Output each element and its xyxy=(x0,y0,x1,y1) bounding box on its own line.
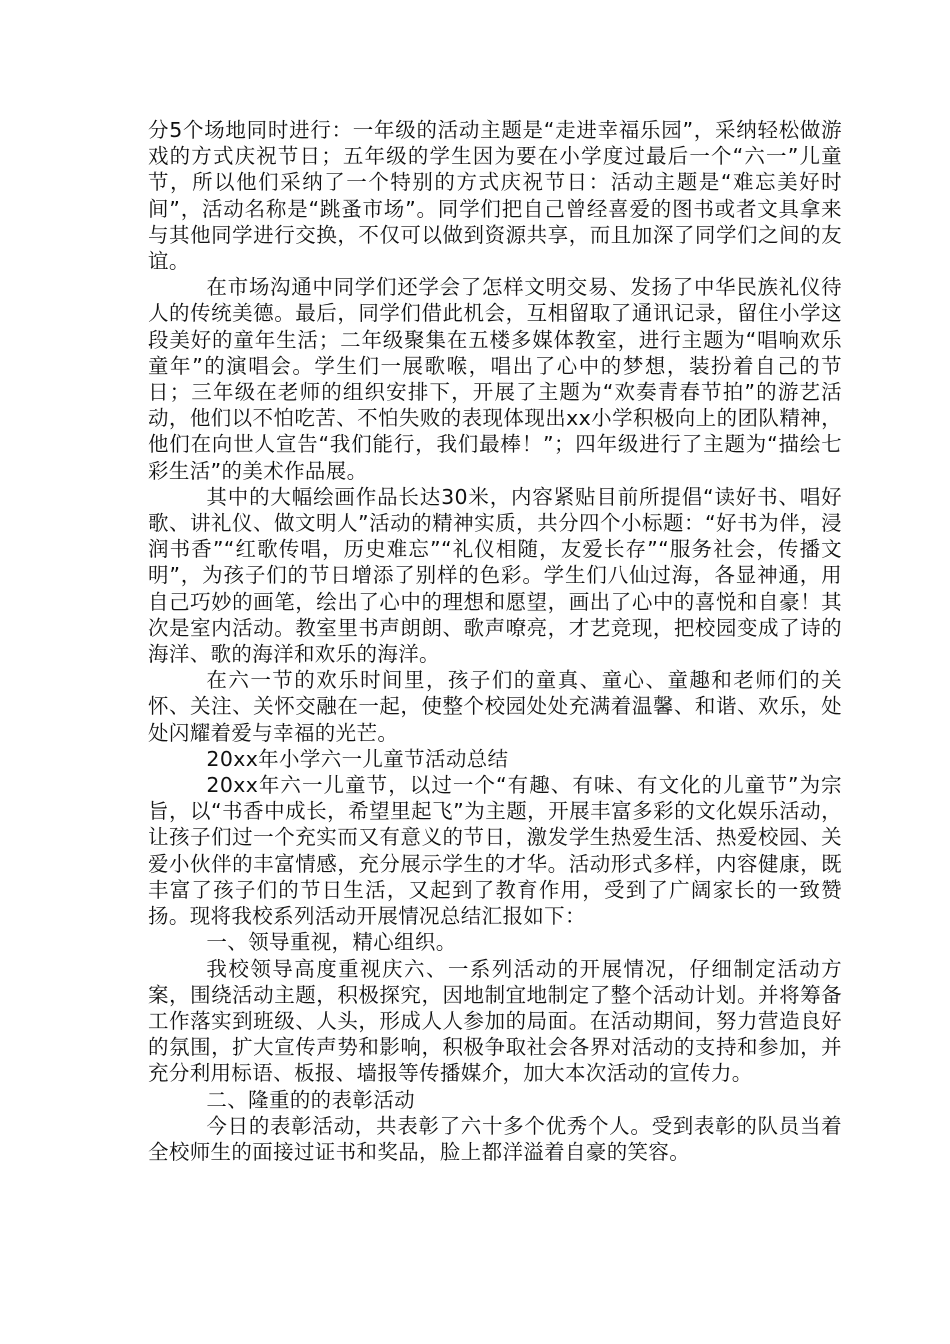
paragraph-painting: 其中的大幅绘画作品长达30米，内容紧贴目前所提倡“读好书、唱好歌、讲礼仪、做文明人”活动的精神实质，共分四个小标题：“好书为伴，浸润书香”“红歌传唱，历史难忘”“礼仪相随，友爱长存”“服务社会，传播文明”，为孩子们的节日增添了别样的色彩。学生们八仙过海，各显神通，用自己巧妙的画笔，绘出了心中的理想和愿望，画出了心中的喜悦和自豪！其次是室内活动。教室里书声朗朗、歌声嘹亮，才艺竞现，把校园变成了诗的海洋、歌的海洋和欢乐的海洋。 xyxy=(148,484,842,667)
section-heading-1: 一、领导重视，精心组织。 xyxy=(206,930,457,955)
paragraph-continued: 分5个场地同时进行：一年级的活动主题是“走进幸福乐园”，采纳轻松做游戏的方式庆祝节日；五年级的学生因为要在小学度过最后一个“六一”儿童节，所以他们采纳了一个特别的方式庆祝节日：活动主题是“难忘美好时间”，活动名称是“跳蚤市场”。同学们把自己曾经喜爱的图书或者文具拿来与其他同学进行交换，不仅可以做到资源共享，而且加深了同学们之间的友谊。 xyxy=(148,118,842,274)
paragraph-intro: 20xx年六一儿童节，以过一个“有趣、有味、有文化的儿童节”为宗旨，以“书香中成长，希望里起飞”为主题，开展丰富多彩的文化娱乐活动，让孩子们过一个充实而又有意义的节日，激发学生热爱生活、热爱校园、关爱小伙伴的丰富情感，充分展示学生的才华。活动形式多样，内容健康，既丰富了孩子们的节日生活，又起到了教育作用，受到了广阔家长的一致赞扬。现将我校系列活动开展情况总结汇报如下： xyxy=(148,773,842,929)
document-body xyxy=(148,117,842,1165)
paragraph-market: 在市场沟通中同学们还学会了怎样文明交易、发扬了中华民族礼仪待人的传统美德。最后，同学们借此机会，互相留取了通讯记录，留住小学这段美好的童年生活；二年级聚集在五楼多媒体教室，进行主题为“唱响欢乐童年”的演唱会。学生们一展歌喉，唱出了心中的梦想，装扮着自己的节日；三年级在老师的组织安排下，开展了主题为“欢奏青春节拍”的游艺活动，他们以不怕吃苦、不怕失败的表现体现出xx小学积极向上的团队精神，他们在向世人宣告“我们能行，我们最棒！”；四年级进行了主题为“描绘七彩生活”的美术作品展。 xyxy=(148,275,842,483)
paragraph-awards: 今日的表彰活动，共表彰了六十多个优秀个人。受到表彰的队员当着全校师生的面接过证书和奖品，脸上都洋溢着自豪的笑容。 xyxy=(148,1113,842,1164)
section-heading-2: 二、隆重的的表彰活动 xyxy=(206,1087,415,1112)
paragraph-organization: 我校领导高度重视庆六、一系列活动的开展情况，仔细制定活动方案，围绕活动主题，积极探究，因地制宜地制定了整个活动计划。并将筹备工作落实到班级、人头，形成人人参加的局面。在活动期间，努力营造良好的氛围，扩大宣传声势和影响，积极争取社会各界对活动的支持和参加，并充分利用标语、板报、墙报等传播媒介，加大本次活动的宣传力。 xyxy=(148,956,842,1086)
section-title: 20xx年小学六一儿童节活动总结 xyxy=(206,746,509,771)
paragraph-joy: 在六一节的欢乐时间里，孩子们的童真、童心、童趣和老师们的关怀、关注、关怀交融在一起，使整个校园处处充满着温馨、和谐、欢乐，处处闪耀着爱与幸福的光芒。 xyxy=(148,668,842,745)
